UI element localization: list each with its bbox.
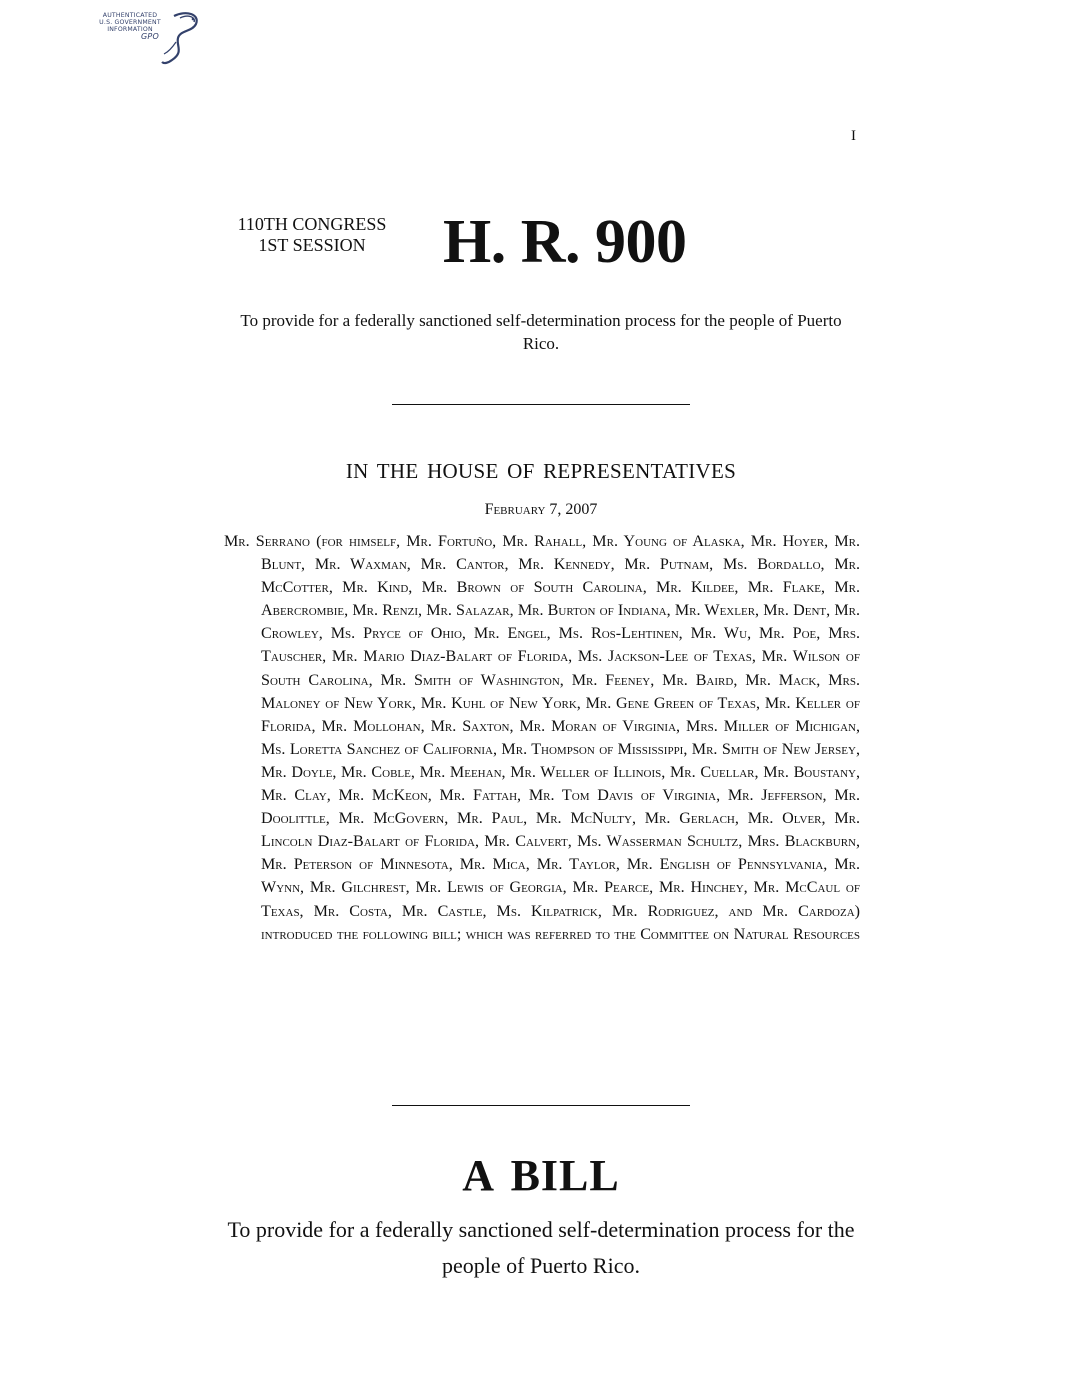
congress-label: 110TH CONGRESS [237,214,387,234]
page-marker: I [851,128,856,144]
divider-rule [392,1105,690,1106]
logo-line: GPO [141,32,159,41]
logo-line: U.S. GOVERNMENT [99,19,161,26]
logo-line: AUTHENTICATED [102,12,158,19]
gpo-authenticated-logo [88,8,208,66]
logo-caption [88,12,172,40]
short-title: To provide for a federally sanctioned self-determination process for the people of Puerto Rico. [240,311,842,353]
session-label: 1ST SESSION [258,235,366,255]
sponsors-paragraph: Mr. Serrano (for himself, Mr. Fortuño, Mr. Rahall, Mr. Young of Alaska, Mr. Hoyer, Mr. Blunt, Mr. Waxman, Mr. Cantor, Mr. Kennedy, Mr. Putnam, Ms. Bordallo, Mr. McCotter, Mr. Kind, Mr. Brown of South Carolina, Mr. Kildee, Mr. Flake, Mr. Abercrombie, Mr. Renzi, Mr. Salazar, Mr. Burton of Indiana, Mr. Wexler, Mr. Dent, Mr. Crowley, Ms. Pryce of Ohio, Mr. Engel, Ms. Ros-Lehtinen, Mr. Wu, Mr. Poe, Mrs. Tauscher, Mr. Mario Diaz-Balart of Florida, Ms. Jackson-Lee of Texas, Mr. Wilson of South Carolina, Mr. Smith of Washington, Mr. Feeney, Mr. Baird, Mr. Mack, Mrs. Maloney of New York, Mr. Kuhl of New York, Mr. Gene Green of Texas, Mr. Keller of Florida, Mr. Mollohan, Mr. Saxton, Mr. Moran of Virginia, Mrs. Miller of Michigan, Ms. Loretta Sanchez of California, Mr. Thompson of Mississippi, Mr. Smith of New Jersey, Mr. Doyle, Mr. Coble, Mr. Meehan, Mr. Weller of Illinois, Mr. Cuellar, Mr. Boustany, Mr. Clay, Mr. McKeon, Mr. Fattah, Mr. Tom Davis of Virginia, Mr. Jefferson, Mr. Doolittle, Mr. McGovern, Mr. Paul, Mr. McNulty, Mr. Gerlach, Mr. Olver, Mr. Lincoln Diaz-Balart of Florida, Mr. Calvert, Ms. Wasserman Schultz, Mrs. Blackburn, Mr. Peterson of Minnesota, Mr. Mica, Mr. Taylor, Mr. English of Pennsylvania, Mr. Wynn, Mr. Gilchrest, Mr. Lewis of Georgia, Mr. Pearce, Mr. Hinchey, Mr. McCaul of Texas, Mr. Costa, Mr. Castle, Ms. Kilpatrick, Mr. Rodriguez, and Mr. Cardoza) introduced the following bill; which was referred to the Committee on Natural Resources [224,533,860,943]
long-title: To provide for a federally sanctioned self-determination process for the people of Puerto Rico. [227,1217,855,1278]
bill-heading: A BILL [462,1151,620,1200]
chamber-heading: IN THE HOUSE OF REPRESENTATIVES [345,459,737,483]
introduction-date: February 7, 2007 [484,501,598,518]
congress-session-block [221,214,403,256]
logo-line: INFORMATION [107,26,153,33]
bill-number: H. R. 900 [443,208,687,276]
divider-rule [392,404,690,405]
